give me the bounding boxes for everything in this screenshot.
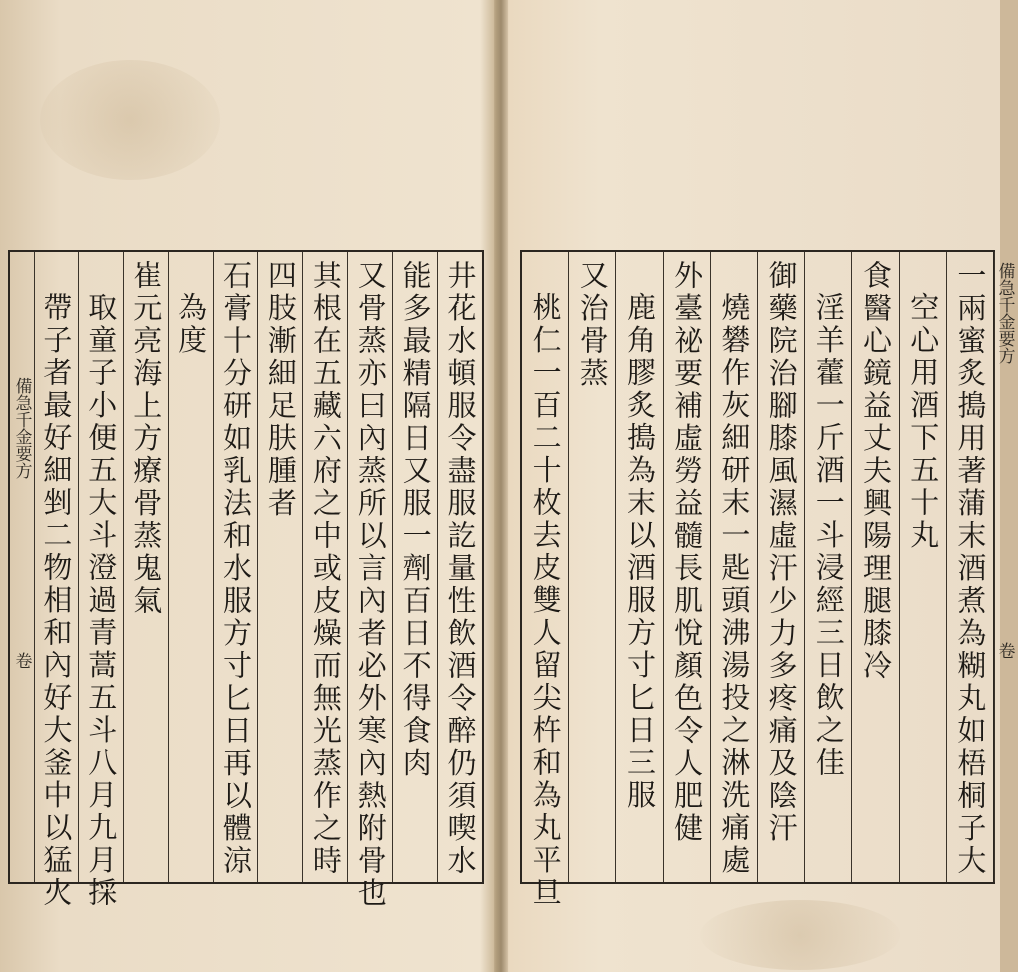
- text-column: [804, 252, 851, 882]
- banxin-title: 備急千金要方: [994, 262, 1015, 364]
- text-column: [257, 252, 302, 882]
- column-text: 食醫心鏡益丈夫興陽理腿膝冷: [858, 260, 893, 683]
- text-column: [347, 252, 392, 910]
- right-page-frame: [520, 250, 1015, 910]
- left-banxin: [10, 252, 35, 882]
- right-text-columns: [522, 252, 993, 910]
- column-text: 桃仁一百二十枚去皮雙人留尖杵和為丸平旦: [528, 292, 563, 910]
- column-text: 崔元亮海上方療骨蒸鬼氣: [129, 260, 164, 618]
- text-column: [123, 252, 168, 882]
- text-column: [710, 252, 757, 882]
- column-text: 淫羊藿一斤酒一斗浸經三日飲之佳: [811, 292, 846, 780]
- left-text-columns: [34, 252, 482, 910]
- text-column: [851, 252, 898, 882]
- text-column: [899, 252, 946, 882]
- text-column: [34, 252, 78, 910]
- text-column: [522, 252, 568, 910]
- text-column: [946, 252, 993, 882]
- left-page: [0, 0, 494, 972]
- column-text: 一兩蜜炙搗用著蒲末酒煮為糊丸如梧桐子大: [953, 260, 988, 878]
- text-column: [168, 252, 213, 882]
- column-text: 井花水頓服令盡服訖量性飲酒令醉仍須喫水: [443, 260, 478, 878]
- banxin-volume: 卷: [11, 652, 32, 669]
- column-text: 燒礬作灰細研末一匙頭沸湯投之淋洗痛處: [717, 292, 752, 877]
- column-text: 又治骨蒸: [575, 260, 610, 390]
- column-text: 又骨蒸亦曰內蒸所以言內者必外寒內熱附骨也: [353, 260, 388, 910]
- column-text: 石膏十分研如乳法和水服方寸匕日再以體涼: [219, 260, 254, 878]
- column-text: 能多最精隔日又服一劑百日不得食肉: [398, 260, 433, 780]
- text-column: [302, 252, 347, 882]
- column-text: 為度: [174, 292, 209, 357]
- text-column: [78, 252, 123, 910]
- text-column: [757, 252, 804, 882]
- column-text: 空心用酒下五十丸: [906, 292, 941, 552]
- left-page-frame: [8, 250, 484, 910]
- column-text: 帶子者最好細剉二物相和內好大釜中以猛火: [39, 292, 74, 910]
- banxin-volume: 卷: [994, 642, 1015, 659]
- column-text: 取童子小便五大斗澄過青蒿五斗八月九月採: [84, 292, 119, 910]
- text-column: [663, 252, 710, 882]
- text-column: [568, 252, 615, 882]
- right-banxin: [994, 252, 1015, 882]
- banxin-title: 備急千金要方: [11, 377, 32, 479]
- text-column: [615, 252, 662, 882]
- book-spine: [494, 0, 508, 972]
- right-page: [508, 0, 1015, 972]
- column-text: 其根在五藏六府之中或皮燥而無光蒸作之時: [308, 260, 343, 878]
- column-text: 四肢漸細足肤腫者: [263, 260, 298, 520]
- column-text: 外臺祕要補虛勞益髓長肌悅顏色令人肥健: [670, 260, 705, 845]
- column-text: 御藥院治腳膝風濕虛汗少力多疼痛及陰汗: [764, 260, 799, 845]
- text-column: [437, 252, 482, 882]
- text-column: [392, 252, 437, 882]
- text-column: [213, 252, 258, 882]
- column-text: 鹿角膠炙搗為末以酒服方寸匕日三服: [622, 292, 657, 812]
